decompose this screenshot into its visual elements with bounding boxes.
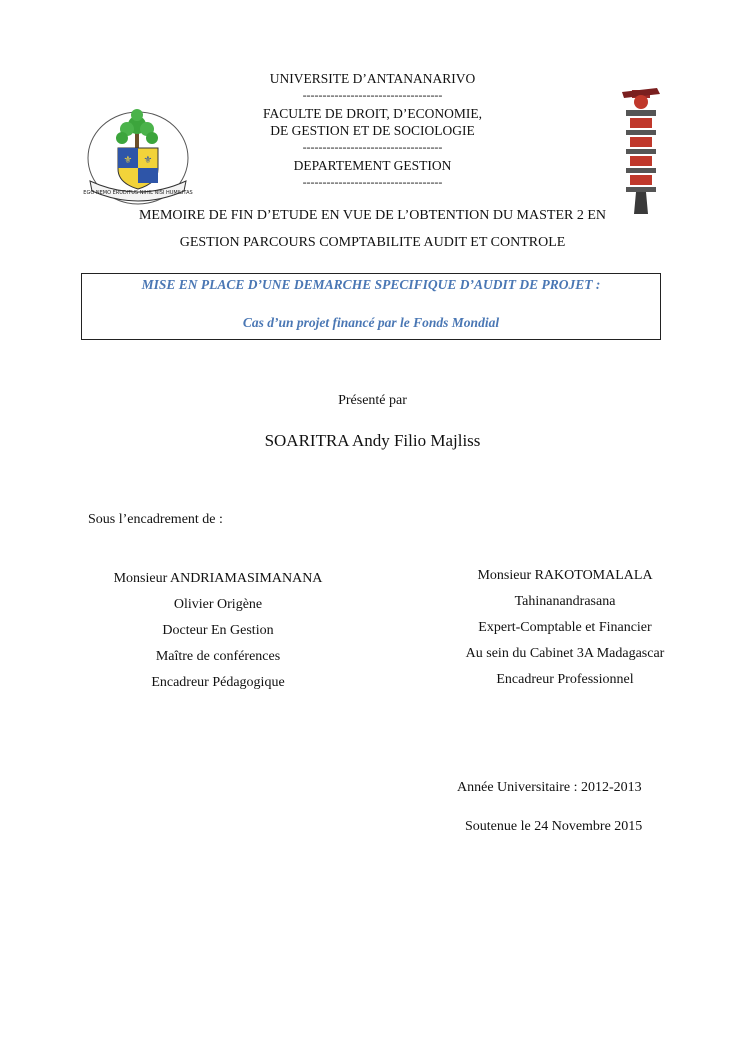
- supervisor-line: Monsieur ANDRIAMASIMANANA: [113, 571, 323, 586]
- supervisor-line: Encadreur Pédagogique: [151, 675, 285, 690]
- faculty-line1: FACULTE DE DROIT, D’ECONOMIE,: [262, 106, 483, 121]
- faculty-emblem-icon: [612, 80, 667, 220]
- memoire-line2: GESTION PARCOURS COMPTABILITE AUDIT ET CONTROLE: [179, 235, 566, 250]
- presented-label: Présenté par: [338, 393, 407, 408]
- thesis-title: MISE EN PLACE D’UNE DEMARCHE SPECIFIQUE D’AUDIT DE PROJET :: [141, 277, 601, 292]
- department-name: DEPARTEMENT GESTION: [293, 158, 452, 173]
- separator: -----------------------------------: [302, 140, 443, 154]
- memoire-line1: MEMOIRE DE FIN D’ETUDE EN VUE DE L’OBTENTION DU MASTER 2 EN: [138, 208, 607, 223]
- svg-text:⚜: ⚜: [143, 155, 153, 166]
- supervisor-line: Maître de conférences: [155, 649, 281, 664]
- supervisor-line: Au sein du Cabinet 3A Madagascar: [465, 646, 665, 661]
- supervisor-line: Tahinanandrasana: [514, 594, 616, 609]
- separator: -----------------------------------: [302, 88, 443, 102]
- university-name: UNIVERSITE D’ANTANANARIVO: [269, 71, 476, 86]
- pedagogical-supervisor: [98, 566, 338, 696]
- supervisor-line: Expert-Comptable et Financier: [478, 620, 652, 635]
- title-box: [81, 273, 661, 340]
- thesis-subtitle: Cas d’un projet financé par le Fonds Mondial: [242, 315, 500, 330]
- author-name: SOARITRA Andy Filio Majliss: [264, 431, 481, 450]
- faculty-line2: DE GESTION ET DE SOCIOLOGIE: [270, 123, 475, 138]
- professional-supervisor: [450, 563, 680, 693]
- supervision-label: Sous l’encadrement de :: [88, 512, 223, 527]
- defense-date: Soutenue le 24 Novembre 2015: [465, 819, 643, 834]
- supervisor-line: Encadreur Professionnel: [496, 672, 634, 687]
- separator: -----------------------------------: [302, 175, 443, 189]
- supervisor-line: Docteur En Gestion: [162, 623, 274, 638]
- academic-year: Année Universitaire : 2012-2013: [457, 780, 642, 795]
- seal-ribbon-text: EGO NEMO ERUDITUS NIHIL NISI HUMILITAS: [83, 190, 193, 196]
- svg-text:⚜: ⚜: [123, 155, 133, 166]
- university-seal-icon: [80, 103, 195, 208]
- supervisor-line: Olivier Origène: [173, 597, 263, 612]
- supervisor-line: Monsieur RAKOTOMALALA: [477, 568, 653, 583]
